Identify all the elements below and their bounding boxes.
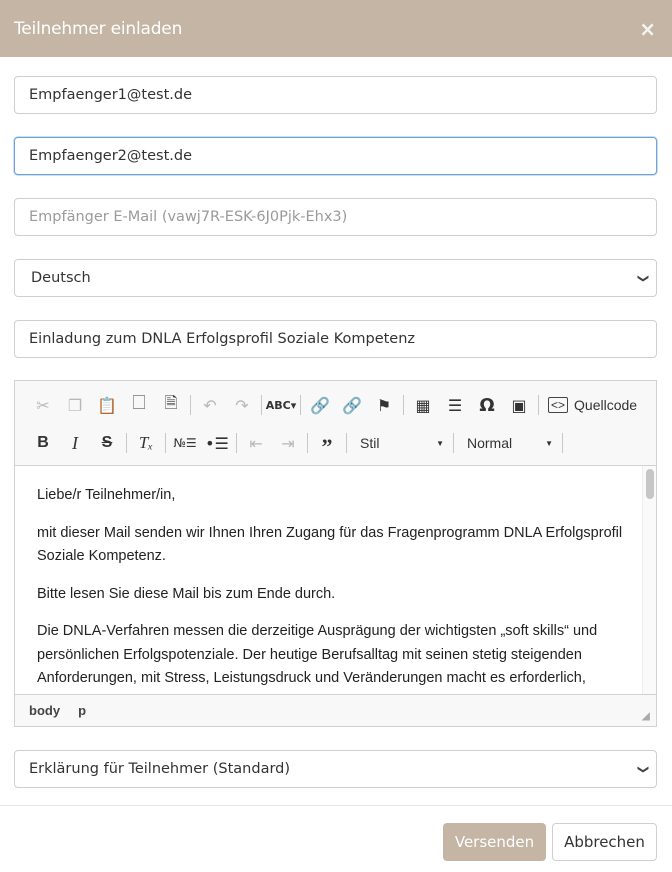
dialog-title: Teilnehmer einladen (14, 18, 183, 39)
recipient-email-field-2[interactable] (14, 137, 657, 175)
strikethrough-icon[interactable]: S (101, 434, 113, 451)
source-button[interactable] (542, 392, 643, 418)
cancel-button[interactable]: Abbrechen (552, 823, 657, 861)
special-char-icon[interactable]: Ω (479, 394, 495, 416)
recipient-email-field-3[interactable] (14, 198, 657, 236)
numbered-list-icon[interactable]: №☰ (173, 436, 197, 450)
table-icon[interactable]: ▦ (415, 395, 431, 415)
toolbar-separator (236, 433, 237, 453)
editor-statusbar (15, 694, 656, 726)
toolbar-separator (538, 395, 539, 415)
subject-field[interactable] (14, 320, 657, 358)
send-button[interactable]: Versenden (443, 823, 546, 861)
footer-divider (0, 805, 672, 806)
explanation-select-value: Erklärung für Teilnehmer (Standard) (29, 761, 291, 777)
link-icon[interactable]: 🔗 (310, 395, 330, 415)
toolbar-separator (403, 395, 404, 415)
indent-icon[interactable]: ⇥ (281, 433, 295, 453)
redo-icon[interactable]: ↷ (235, 395, 249, 415)
editor-paragraph: Die DNLA-Verfahren messen die derzeitige Ausprägung der wichtigsten „soft skills“ und persönlichen Erfolgspotenziale. Der heutige Berufsalltag mit seinen stetig steigenden Anforderungen, mit Stress, Leistungsdruck und Veränderungen macht es erforderlich, (37, 623, 598, 686)
toolbar-separator (190, 395, 191, 415)
paste-icon[interactable]: 📋 (97, 395, 117, 415)
copy-icon[interactable]: ❐ (67, 395, 83, 415)
language-select-value: Deutsch (31, 270, 91, 286)
outdent-icon[interactable]: ⇤ (249, 433, 263, 453)
horizontal-rule-icon[interactable]: ☰ (447, 395, 463, 415)
element-path-p[interactable]: p (78, 703, 87, 718)
chevron-down-icon: ❯ (636, 764, 650, 774)
toolbar-separator (126, 433, 127, 453)
italic-icon[interactable]: I (72, 432, 78, 453)
dropdown-arrow-icon: ▼ (545, 438, 553, 448)
editor-paragraph: Liebe/r Teilnehmer/in, (37, 487, 176, 503)
image-icon[interactable]: ▣ (511, 395, 527, 415)
close-icon[interactable]: × (639, 16, 656, 41)
toolbar-separator (562, 433, 563, 453)
editor-toolbar (15, 381, 656, 466)
style-dropdown[interactable] (350, 430, 450, 456)
recipient-email-field-1[interactable] (14, 76, 657, 114)
paste-text-icon[interactable]: 🗌 (132, 392, 146, 412)
format-dropdown-label: Normal (467, 435, 513, 451)
remove-format-icon[interactable]: Tₓ (138, 433, 154, 452)
dialog-header (0, 0, 672, 57)
unlink-icon[interactable]: 🔗 (342, 395, 362, 415)
source-label: Quellcode (574, 397, 638, 413)
element-path-body[interactable]: body (29, 703, 61, 718)
format-dropdown[interactable] (457, 430, 559, 456)
scrollbar-thumb[interactable] (646, 469, 654, 499)
paste-word-icon[interactable]: 🗎 (164, 392, 178, 412)
toolbar-separator (165, 433, 166, 453)
resize-handle-icon[interactable]: ◢ (642, 711, 650, 722)
editor-content[interactable] (15, 466, 656, 694)
toolbar-separator (346, 433, 347, 453)
explanation-select[interactable] (14, 750, 657, 788)
bulleted-list-icon[interactable]: •☰ (205, 433, 229, 453)
dropdown-arrow-icon: ▼ (436, 438, 444, 448)
chevron-down-icon: ❯ (636, 273, 650, 283)
toolbar-separator (307, 433, 308, 453)
language-select[interactable] (14, 259, 657, 297)
undo-icon[interactable]: ↶ (203, 395, 217, 415)
toolbar-separator (453, 433, 454, 453)
anchor-flag-icon[interactable]: ⚑ (376, 395, 392, 415)
editor-paragraph: mit dieser Mail senden wir Ihnen Ihren Zugang für das Fragenprogramm DNLA Erfolgsprofil Soziale Kompetenz. (37, 524, 623, 564)
cut-icon[interactable]: ✂ (36, 395, 50, 415)
toolbar-separator (261, 395, 262, 415)
style-dropdown-label: Stil (360, 435, 380, 451)
toolbar-separator (300, 395, 301, 415)
bold-icon[interactable]: B (37, 434, 49, 451)
blockquote-icon[interactable]: ” (321, 434, 333, 459)
spellcheck-icon[interactable]: ABC▾ (265, 398, 297, 412)
editor-paragraph: Bitte lesen Sie diese Mail bis zum Ende durch. (37, 585, 336, 602)
rich-text-editor (14, 380, 657, 727)
source-icon: <> (548, 397, 568, 413)
editor-scrollbar[interactable] (642, 466, 656, 694)
